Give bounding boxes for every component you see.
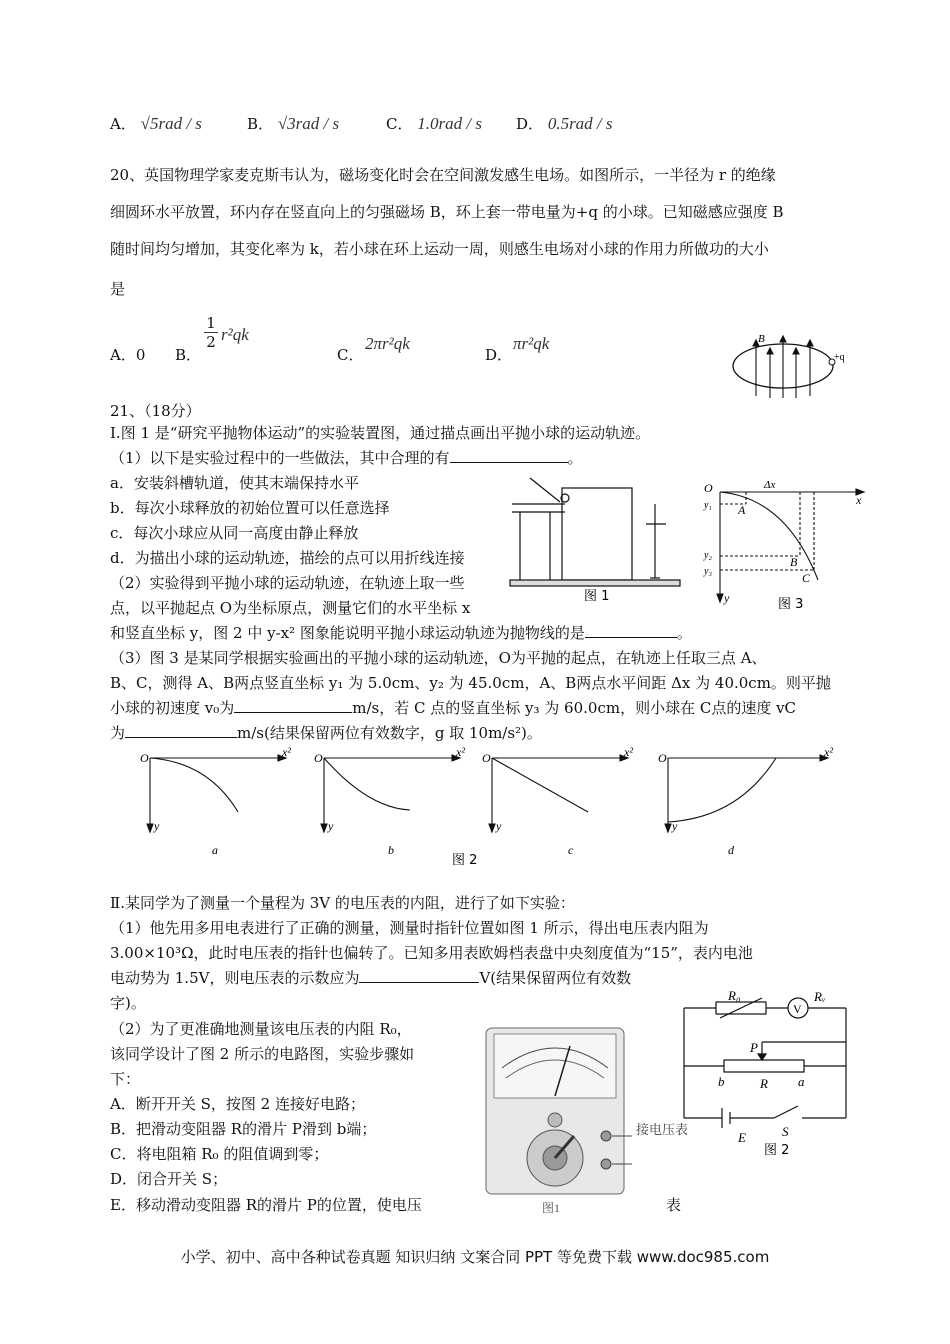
graph-b-ylabel: y: [328, 819, 334, 833]
step-e-end: 表: [666, 1196, 682, 1214]
q20-option-b-label: B．: [175, 346, 202, 364]
graph-c-label: c: [568, 843, 574, 857]
fraction-denominator: 2: [204, 332, 218, 351]
fig3-dx: Δx: [764, 479, 776, 491]
q21-header: 21、（18分）: [110, 402, 201, 420]
q19-options: [110, 113, 202, 134]
step-b: B．把滑动变阻器 R的滑片 P滑到 b端；: [110, 1120, 377, 1138]
q20-option-d-expr: πr²qk: [513, 334, 550, 353]
graph-c-ylabel: y: [496, 819, 502, 833]
graph-d-origin: O: [658, 751, 667, 765]
graph-a-label: a: [212, 843, 218, 857]
apparatus-figure: [510, 474, 682, 606]
q21-q3-line-3-text: 小球的初速度 v₀为: [110, 699, 235, 717]
q20-line-1: 20、英国物理学家麦克斯韦认为，磁场变化时会在空间激发感生电场。如图所示，一半径为 r 的绝缘: [110, 166, 776, 184]
q21-q3-line-2: B、C，测得 A、B两点竖直坐标 y₁ 为 5.0cm、y₂ 为 45.0cm，A、B两点水平间距 Δx 为 40.0cm。则平抛: [110, 674, 831, 692]
fig3-y1: y₁: [704, 500, 712, 511]
graph-d-ylabel: y: [672, 819, 678, 833]
graph-a-ylabel: y: [154, 819, 160, 833]
circuit-b: b: [718, 1074, 725, 1089]
q21-q3-line-3-end: m/s，若 C 点的竖直坐标 y₃ 为 60.0cm，则小球在 C点的速度 vC: [352, 699, 797, 717]
field-b-label: B: [758, 333, 765, 345]
q20-ring-figure: [728, 328, 850, 400]
step-c: C．将电阻箱 R₀ 的阻值调到零；: [110, 1145, 329, 1163]
q20-option-c-label: C．: [337, 346, 364, 364]
q21-p2-q1-line-3-end: V(结果保留两位有效数: [479, 969, 632, 987]
circuit-s: S: [782, 1124, 789, 1139]
fig2-caption: 图 2: [452, 853, 478, 868]
page-footer: 小学、初中、高中各种试卷真题 知识归纳 文案合同 PPT 等免费下载 www.doc985.com: [180, 1248, 770, 1266]
q21-p2-q1-line-2: 3.00×10³Ω，此时电压表的指针也偏转了。已知多用表欧姆档表盘中央刻度值为“15”，表内电池: [110, 944, 753, 962]
q19-option-d-label: D．: [516, 115, 544, 133]
circuit-r: R: [760, 1076, 768, 1091]
answer-blank[interactable]: [234, 697, 352, 713]
q20-option-d-label: D．: [485, 346, 513, 364]
q20-option-a: A．0: [110, 346, 146, 364]
fig3-y2: y₂: [704, 550, 712, 561]
q21-opt-d: d．为描出小球的运动轨迹，描绘的点可以用折线连接: [110, 549, 465, 567]
q21-q2-line-3-end: 。: [676, 624, 692, 642]
fig3-y: y: [724, 591, 730, 605]
fig1-caption: 图 1: [584, 589, 610, 604]
graph-c: [489, 755, 628, 832]
fig3-caption: 图 3: [778, 597, 804, 612]
fig3-point-c: C: [802, 571, 811, 585]
q21-q3-line-4: [110, 722, 542, 744]
q19-option-c-label: C．: [386, 115, 413, 133]
step-e: E．移动滑动变阻器 R的滑片 P的位置，使电压: [110, 1196, 422, 1214]
graph-d-label: d: [728, 843, 734, 857]
q19-option-b-label: B．: [247, 115, 274, 133]
fig3-y3: y₃: [704, 566, 712, 577]
q20-option-b-expr: r²qk: [221, 325, 249, 344]
graph-a: [147, 755, 286, 832]
answer-blank[interactable]: [450, 447, 568, 463]
fig3-x: x: [856, 493, 862, 507]
fig3-point-a: A: [738, 503, 746, 517]
graph-d-xlabel: x²: [824, 745, 833, 759]
circuit-e: E: [738, 1130, 746, 1145]
fig3-point-b: B: [790, 555, 798, 569]
q21-p2-q2-line-1: （2）为了更准确地测量该电压表的内阻 R₀，: [110, 1020, 412, 1038]
graph-c-origin: O: [482, 751, 491, 765]
circuit-a: a: [798, 1074, 805, 1089]
fraction-numerator: 1: [206, 314, 216, 332]
answer-blank[interactable]: [125, 722, 237, 738]
graph-a-xlabel: x²: [282, 745, 291, 759]
q19-option-d-value: 0.5rad / s: [547, 114, 613, 133]
step-a: A．断开开关 S，按图 2 连接好电路；: [110, 1095, 365, 1113]
q21-q1-end: 。: [567, 449, 583, 467]
q20-line-4: 是: [110, 280, 126, 298]
meter-side-label-1: 接电压表: [636, 1122, 689, 1137]
q21-part1-intro: I.图 1 是“研究平抛物体运动”的实验装置图，通过描点画出平抛小球的运动轨迹。: [110, 424, 651, 442]
graph-b-xlabel: x²: [456, 745, 465, 759]
q21-q3-line-4-end: m/s(结果保留两位有效数字，g 取 10m/s²)。: [237, 724, 542, 742]
q21-p2-q1-line-1: （1）他先用多用电表进行了正确的测量，测量时指针位置如图 1 所示，得出电压表内阻为: [110, 919, 709, 937]
yx2-graphs-figure: [138, 745, 838, 868]
graph-b-origin: O: [314, 751, 323, 765]
q19-option-b-value: √3rad / s: [277, 114, 340, 133]
q21-q1-text: （1）以下是实验过程中的一些做法，其中合理的有: [110, 449, 450, 467]
circuit-rv: Rᵥ: [814, 989, 826, 1004]
step-d: D．闭合开关 S；: [110, 1170, 228, 1188]
q21-opt-a: a．安装斜槽轨道，使其末端保持水平: [110, 474, 359, 492]
q21-q2-line-3: [110, 622, 692, 644]
answer-blank[interactable]: [359, 967, 479, 983]
q21-q3-line-1: （3）图 3 是某同学根据实验画出的平抛小球的运动轨迹，O为平抛的起点，在轨迹上任取三点 A、: [110, 649, 767, 667]
q21-part2-intro: Ⅱ.某同学为了测量一个量程为 3V 的电压表的内阻，进行了如下实验：: [110, 894, 575, 912]
q21-opt-b: b．每次小球释放的初始位置可以任意选择: [110, 499, 390, 517]
q21-p2-q1-line-3: [110, 967, 631, 989]
q21-p2-q1-line-4: 字)。: [110, 994, 146, 1012]
q21-p2-q2-line-3: 下：: [110, 1070, 141, 1088]
graph-d: [665, 755, 828, 832]
q19-option-a-label: A．: [110, 115, 136, 133]
circuit-figure: [680, 988, 852, 1162]
q21-q3-line-3: [110, 697, 796, 719]
graph-b-label: b: [388, 843, 394, 857]
q21-q2-line-3-text: 和竖直坐标 y，图 2 中 y-x² 图象能说明平抛小球运动轨迹为抛物线的是: [110, 624, 585, 642]
fig3-origin: O: [704, 481, 713, 495]
q21-p2-q2-line-2: 该同学设计了图 2 所示的电路图，实验步骤如: [110, 1045, 415, 1063]
q19-option-a-value: √5rad / s: [140, 114, 202, 133]
q20-option-c-expr: 2πr²qk: [365, 334, 410, 353]
circuit-v: V: [793, 1002, 802, 1016]
circuit-caption: 图 2: [764, 1143, 790, 1158]
graph-b: [321, 755, 460, 832]
q20-line-2: 细圆环水平放置，环内存在竖直向上的匀强磁场 B，环上套一带电量为+q 的小球。已知磁感应强度 B: [110, 203, 784, 221]
answer-blank[interactable]: [585, 622, 677, 638]
multimeter-figure: [482, 1024, 689, 1218]
q21-opt-c: c．每次小球应从同一高度由静止释放: [110, 524, 359, 542]
q21-q2-line-1: （2）实验得到平抛小球的运动轨迹，在轨迹上取一些: [110, 574, 465, 592]
q21-q2-line-2: 点，以平抛起点 O为坐标原点，测量它们的水平坐标 x: [110, 599, 471, 617]
circuit-p: P: [750, 1040, 758, 1055]
meter-caption: 图1: [542, 1201, 561, 1215]
q19-option-c-value: 1.0rad / s: [417, 114, 482, 133]
q20-line-3: 随时间均匀增加，其变化率为 k，若小球在环上运动一周，则感生电场对小球的作用力所做功的大小: [110, 240, 769, 258]
q21-q3-line-4-text: 为: [110, 724, 126, 742]
q21-part1-q1: [110, 447, 583, 469]
q19-option-c: [386, 113, 482, 134]
q19-option-b: [247, 113, 339, 134]
q19-option-d: [516, 113, 613, 134]
circuit-r0: R₀: [728, 988, 741, 1003]
graph-a-origin: O: [140, 751, 149, 765]
charge-label: +q: [834, 352, 845, 363]
q20-option-b-frac: [204, 314, 218, 351]
q21-p2-q1-line-3-text: 电动势为 1.5V，则电压表的示数应为: [110, 969, 360, 987]
graph-c-xlabel: x²: [624, 745, 633, 759]
trajectory-figure: [696, 478, 868, 614]
